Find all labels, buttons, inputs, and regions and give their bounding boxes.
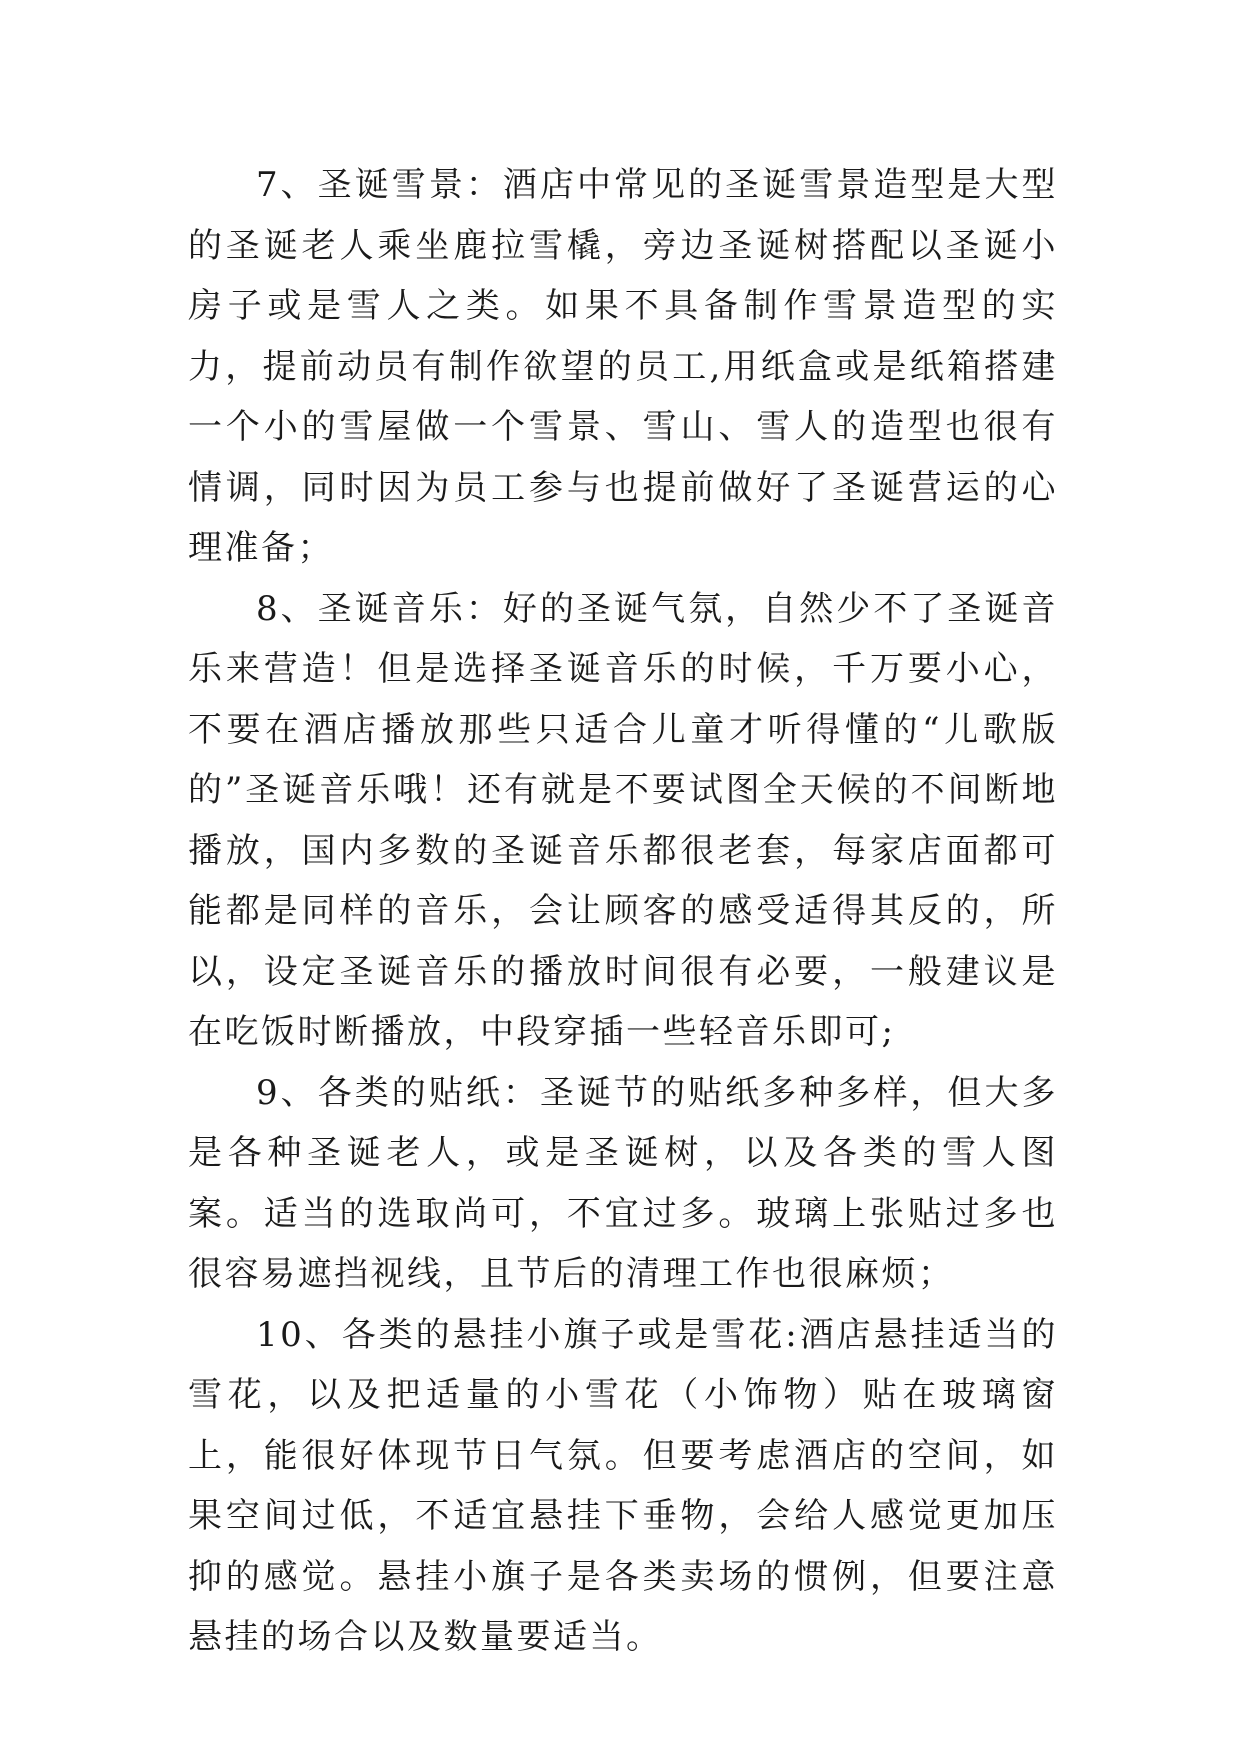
paragraph-christmas-music: 8、圣诞音乐：好的圣诞气氛，自然少不了圣诞音乐来营造！但是选择圣诞音乐的时候，千万要小心，不要在酒店播放那些只适合儿童才听得懂的“儿歌版的”圣诞音乐哦！还有就是不要试图全天候的不间断地播放，国内多数的圣诞音乐都很老套，每家店面都可能都是同样的音乐，会让顾客的感受适得其反的，所以，设定圣诞音乐的播放时间很有必要，一般建议是在吃饭时断播放，中段穿插一些轻音乐即可;: [188, 588, 1058, 1052]
paragraph-hanging-flags: 10、各类的悬挂小旗子或是雪花:酒店悬挂适当的雪花，以及把适量的小雪花（小饰物）贴在玻璃窗上，能很好体现节日气氛。但要考虑酒店的空间，如果空间过低，不适宜悬挂下垂物，会给人感觉更加压抑的感觉。悬挂小旗子是各类卖场的惯例，但要注意悬挂的场合以及数量要适当。: [188, 1314, 1058, 1657]
paragraph-stickers: 9、各类的贴纸：圣诞节的贴纸多种多样，但大多是各种圣诞老人，或是圣诞树，以及各类的雪人图案。适当的选取尚可，不宜过多。玻璃上张贴过多也很容易遮挡视线，且节后的清理工作也很麻烦；: [188, 1072, 1058, 1294]
document-body: [188, 155, 1058, 1668]
paragraph-snow-scene: 7、圣诞雪景：酒店中常见的圣诞雪景造型是大型的圣诞老人乘坐鹿拉雪橇，旁边圣诞树搭配以圣诞小房子或是雪人之类。如果不具备制作雪景造型的实力，提前动员有制作欲望的员工,用纸盒或是纸箱搭建一个小的雪屋做一个雪景、雪山、雪人的造型也很有情调，同时因为员工参与也提前做好了圣诞营运的心理准备；: [188, 165, 1058, 568]
